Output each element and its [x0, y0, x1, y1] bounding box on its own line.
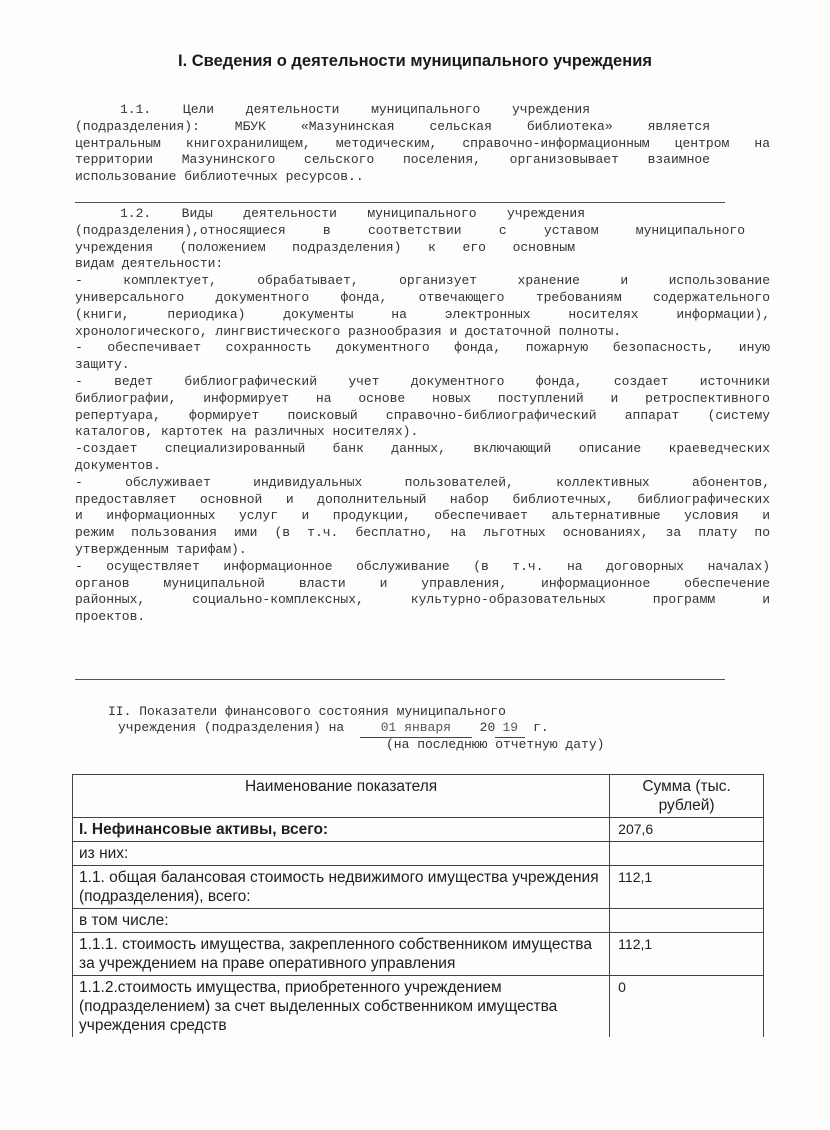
- goals-line: (подразделения): МБУК «Мазунинская сельская библиотека» является: [75, 118, 710, 134]
- row-sum: 112,1: [610, 866, 764, 909]
- goals-paragraph: [75, 102, 770, 186]
- activities-line: - комплектует, обрабатывает, организует хранение и использование: [75, 273, 770, 289]
- activities-line: проектов.: [75, 609, 146, 625]
- table-row: [73, 933, 764, 976]
- last-reporting-date-note: (на последнюю отчетную дату): [386, 737, 605, 752]
- activities-line: каталогов, картотек на различных носителях).: [75, 424, 419, 440]
- header-sum: Сумма (тыс. рублей): [610, 775, 764, 818]
- divider-line: [75, 202, 725, 203]
- activities-line: документов.: [75, 457, 161, 473]
- activities-line: (книги, периодика) документы на электронных носителях информации),: [75, 306, 770, 322]
- activities-line: утвержденным тарифам).: [75, 541, 247, 557]
- row-name: 1.1.1. стоимость имущества, закрепленного собственником имущества за учреждением на праве оперативного управления: [73, 933, 610, 976]
- year-prefix: 20: [479, 720, 496, 735]
- activities-line: -создает специализированный банк данных, включающий описание краеведческих: [75, 441, 770, 457]
- year-suffix-field: 19: [495, 720, 525, 738]
- activities-line: универсального документного фонда, отвечающего требованиям содержательного: [75, 289, 770, 305]
- activities-line: защиту.: [75, 357, 130, 373]
- activities-line: - ведет библиографический учет документного фонда, создает источники: [75, 373, 770, 389]
- row-name: в том числе:: [73, 909, 610, 933]
- table-row: [73, 976, 764, 1038]
- date-prefix: учреждения (подразделения) на: [118, 720, 345, 735]
- table-row: [73, 818, 764, 842]
- row-name: I. Нефинансовые активы, всего:: [73, 818, 610, 842]
- activities-paragraph: [75, 206, 770, 626]
- activities-line: районных, социально-комплексных, культурно-образовательных программ и: [75, 592, 770, 608]
- row-name: 1.1. общая балансовая стоимость недвижимого имущества учреждения (подразделения), всего:: [73, 866, 610, 909]
- row-sum: 207,6: [610, 818, 764, 842]
- goals-line: использование библиотечных ресурсов..: [75, 169, 364, 185]
- activities-line: учреждения (положением подразделения) к его основным: [75, 239, 575, 255]
- activities-line: хронологического, лингвистического разнообразия и достаточной полноты.: [75, 323, 622, 339]
- table-header-row: [73, 775, 764, 818]
- activities-line: (подразделения),относящиеся в соответствии с уставом муниципального: [75, 222, 745, 238]
- section-2-title: II. Показатели финансового состояния муниципального: [108, 704, 506, 719]
- activities-line: органов муниципальной власти и управления, информационное обеспечение: [75, 575, 770, 591]
- activities-line: 1.2. Виды деятельности муниципального учреждения: [120, 206, 585, 221]
- activities-line: видам деятельности:: [75, 256, 224, 272]
- financial-indicators-table: [72, 774, 764, 1037]
- table-row: [73, 866, 764, 909]
- activities-line: - обеспечивает сохранность документного фонда, пожарную безопасность, иную: [75, 340, 770, 356]
- activities-line: - осуществляет информационное обслуживание (в т.ч. на договорных началах): [75, 558, 770, 574]
- section-2-date-line: [118, 720, 549, 738]
- section-1-title: I. Сведения о деятельности муниципального учреждения: [178, 52, 652, 70]
- table-row: [73, 842, 764, 866]
- header-indicator-name: Наименование показателя: [73, 775, 610, 818]
- date-day-month-field: 01 января: [360, 720, 472, 738]
- table-row: [73, 909, 764, 933]
- year-end: г.: [533, 720, 549, 735]
- activities-line: и информационных услуг и продукции, обеспечивает альтернативные условия и: [75, 508, 770, 524]
- activities-line: репертуара, формирует поисковый справочно-библиографический аппарат (систему: [75, 407, 770, 423]
- activities-line: библиографии, информирует на основе новых поступлений и ретроспективного: [75, 390, 770, 406]
- row-name: 1.1.2.стоимость имущества, приобретенного учреждением (подразделением) за счет выделенных собственником имущества учреждения средств: [73, 976, 610, 1038]
- row-sum: [610, 909, 764, 933]
- goals-line: территории Мазунинского сельского поселения, организовывает взаимное: [75, 152, 710, 168]
- row-sum: 112,1: [610, 933, 764, 976]
- row-sum: [610, 842, 764, 866]
- row-sum: 0: [610, 976, 764, 1038]
- goals-line: центральным книгохранилищем, методическим, справочно-информационным центром на: [75, 135, 770, 151]
- goals-line: 1.1. Цели деятельности муниципального учреждения: [120, 102, 590, 117]
- row-name: из них:: [73, 842, 610, 866]
- activities-line: предоставляет основной и дополнительный набор библиотечных, библиографических: [75, 491, 770, 507]
- activities-line: - обслуживает индивидуальных пользователей, коллективных абонентов,: [75, 474, 770, 490]
- activities-line: режим пользования ими (в т.ч. бесплатно, на льготных основаниях, за плату по: [75, 525, 770, 541]
- divider-line: [75, 679, 725, 680]
